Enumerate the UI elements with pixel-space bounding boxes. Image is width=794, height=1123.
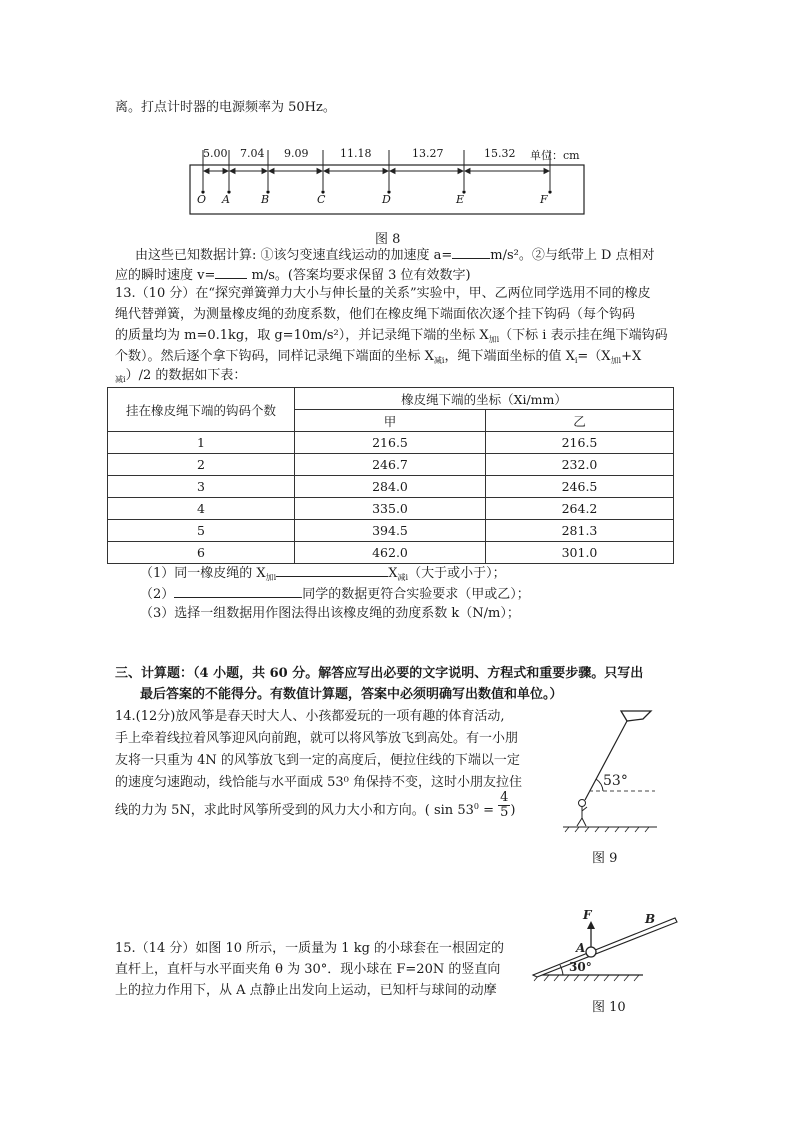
arrow-head — [465, 169, 470, 174]
kite-figure — [555, 705, 665, 833]
interval-label-de: 13.27 — [412, 147, 444, 160]
q12-text-c: 应的瞬时速度 v= — [115, 268, 216, 283]
cell-n: 6 — [108, 542, 295, 564]
intro-line: 离。打点计时器的电源频率为 50Hz。 — [115, 100, 336, 115]
arrow-head — [230, 169, 235, 174]
ground-hatch — [645, 827, 649, 832]
arrow-head — [269, 169, 274, 174]
ground-hatch — [595, 827, 599, 832]
interval-label-bc: 9.09 — [284, 147, 309, 160]
table-row — [108, 520, 674, 542]
q15-line-2: 直杆上，直杆与水平面夹角 θ 为 30°．现小球在 F=20N 的竖直向 — [115, 962, 501, 977]
table-header-yi: 乙 — [486, 410, 674, 432]
cell-jia: 394.5 — [295, 520, 486, 542]
arrow-head — [223, 169, 228, 174]
q13-sub: 加i — [610, 356, 622, 365]
q12-line-1 — [135, 244, 705, 266]
cell-jia: 216.5 — [295, 432, 486, 454]
student-blank[interactable] — [174, 583, 302, 598]
ground-hatch — [565, 827, 569, 832]
table-header-count: 挂在橡皮绳下端的钩码个数 — [108, 388, 295, 432]
section-3-heading-cont: 最后答案的不能得分。有数值计算题，答案中必须明确写出数值和单位。） — [140, 687, 563, 702]
table-header-jia: 甲 — [295, 410, 486, 432]
child-body — [577, 806, 587, 826]
q12-text-d: m/s。(答案均要求保留 3 位有效数字) — [247, 268, 471, 283]
label-b: B — [645, 912, 656, 926]
q13-sub: 减i — [433, 356, 445, 365]
cell-jia: 462.0 — [295, 542, 486, 564]
q14-line-4: 的速度匀速跑动，线恰能与水平面成 53⁰ 角保持不变，这时小朋友拉住 — [115, 775, 523, 790]
arrow-head — [383, 169, 388, 174]
interval-label-oa: 5.00 — [203, 147, 228, 160]
ground-hatch — [625, 827, 629, 832]
point-label-b: B — [261, 193, 270, 206]
ground-hatch — [585, 827, 589, 832]
rod — [533, 918, 677, 977]
arrow-head — [390, 169, 395, 174]
table-row — [108, 498, 674, 520]
table-row — [108, 476, 674, 498]
compare-blank[interactable] — [276, 562, 388, 577]
q14-text: = — [478, 803, 499, 818]
q13-sub: i — [574, 356, 578, 365]
cell-n: 3 — [108, 476, 295, 498]
cell-jia: 246.7 — [295, 454, 486, 476]
interval-label-ef: 15.32 — [484, 147, 516, 160]
ground-hatch — [624, 975, 629, 981]
label-a: A — [576, 941, 586, 955]
label-f: F — [583, 908, 592, 922]
q13-text: ）/2 的数据如下表： — [125, 368, 247, 383]
q13-sub: 加i — [265, 573, 277, 582]
ground-hatch — [605, 827, 609, 832]
figure-8-caption: 图 8 — [375, 232, 401, 247]
q13-sub-2 — [140, 583, 710, 605]
q13-sub: 减i — [115, 375, 126, 384]
ground-hatch — [584, 975, 589, 981]
q13-text: ，绳下端面坐标的值 X — [444, 349, 575, 364]
point-label-e: E — [456, 193, 465, 206]
ground-hatch — [634, 975, 639, 981]
angle-30-label: 30° — [569, 960, 592, 974]
cell-n: 1 — [108, 432, 295, 454]
acceleration-blank[interactable] — [452, 244, 490, 259]
cell-n: 4 — [108, 498, 295, 520]
interval-label-cd: 11.18 — [340, 147, 372, 160]
ground-hatch — [614, 975, 619, 981]
data-table — [107, 387, 674, 564]
force-arrowhead — [587, 921, 595, 929]
q14-text: 线的力为 5N，求此时风筝所受到的风力大小和方向。( sin 53 — [115, 803, 474, 818]
cell-yi: 264.2 — [486, 498, 674, 520]
q13-line-2: 绳代替弹簧，为测量橡皮绳的劲度系数，他们在橡皮绳下端面依次逐个挂下钩码（每个钩码 — [115, 307, 636, 322]
cell-yi: 281.3 — [486, 520, 674, 542]
arrow-head — [458, 169, 463, 174]
table-row — [108, 432, 674, 454]
q13-text: 的质量均为 m=0.1kg，取 g=10m/s²），并记录绳下端的坐标 X — [115, 328, 489, 343]
child-head — [579, 800, 586, 807]
angle-arc — [596, 779, 603, 791]
point-label-a: A — [222, 193, 230, 206]
ball — [586, 947, 596, 957]
fraction-denominator: 5 — [500, 805, 509, 820]
table-header-group: 橡皮绳下端的坐标（Xi/mm） — [295, 388, 674, 410]
q13-sub2-text: （2） — [140, 587, 175, 602]
fraction-numerator: 4 — [500, 790, 509, 805]
q14-line-1: 14.(12分)放风筝是春天时大人、小孩都爱玩的一项有趣的体育活动, — [115, 709, 505, 724]
ground-hatch — [564, 975, 569, 981]
tape-dot — [548, 190, 551, 193]
arrow-head — [317, 169, 322, 174]
q13-sub-3: （3）选择一组数据用作图法得出该橡皮绳的劲度系数 k（N/m）； — [140, 606, 520, 621]
point-label-d: D — [382, 193, 391, 206]
cell-jia: 284.0 — [295, 476, 486, 498]
ground-hatch — [604, 975, 609, 981]
figure-10-caption: 图 10 — [592, 1000, 626, 1015]
q15-line-3: 上的拉力作用下，从 A 点静止出发向上运动，已知杆与球间的动摩 — [115, 983, 497, 998]
kite-shape — [621, 711, 651, 721]
fraction — [498, 791, 510, 820]
cell-yi: 216.5 — [486, 432, 674, 454]
q14-line-3: 友将一只重为 4N 的风筝放飞到一定的高度后，便拉住线的下端以一定 — [115, 753, 520, 768]
point-label-o: O — [197, 193, 207, 206]
arrow-head — [262, 169, 267, 174]
point-label-c: C — [317, 193, 326, 206]
ground-hatch — [594, 975, 599, 981]
ground-hatch — [554, 975, 559, 981]
table-row — [108, 454, 674, 476]
ground-hatch — [575, 827, 579, 832]
q14-text: ) — [510, 803, 516, 818]
cell-yi: 246.5 — [486, 476, 674, 498]
cell-jia: 335.0 — [295, 498, 486, 520]
rod-figure — [525, 905, 685, 990]
cell-yi: 232.0 — [486, 454, 674, 476]
arrow-head — [324, 169, 329, 174]
ground-hatch — [615, 827, 619, 832]
section-3-heading: 三、计算题：（4 小题，共 60 分。解答应写出必要的文字说明、方程式和重要步骤。只写出 — [115, 666, 644, 681]
q13-sub: 减i — [397, 573, 409, 582]
q13-text: （下标 i 表示挂在绳下端钩码 — [499, 328, 668, 343]
q15-line-1: 15.（14 分）如图 10 所示，一质量为 1 kg 的小球套在一根固定的 — [115, 941, 505, 956]
q14-sup: 0 — [473, 802, 479, 811]
q13-sub: 加i — [488, 335, 500, 344]
q13-text: =（X — [577, 349, 611, 364]
tape-unit-label: 单位：cm — [530, 149, 580, 162]
q12-text-a: 由这些已知数据计算: ①该匀变速直线运动的加速度 a= — [135, 248, 453, 263]
velocity-blank[interactable] — [215, 264, 247, 279]
ground-hatch — [635, 827, 639, 832]
figure-9-caption: 图 9 — [592, 851, 618, 866]
angle-53-label: 53° — [603, 773, 628, 789]
cell-n: 2 — [108, 454, 295, 476]
q13-text: +X — [621, 349, 642, 364]
ground-hatch — [544, 975, 549, 981]
cell-n: 5 — [108, 520, 295, 542]
q13-sub2-text: 同学的数据更符合实验要求（甲或乙）； — [302, 587, 530, 602]
ground-hatch — [574, 975, 579, 981]
cell-yi: 301.0 — [486, 542, 674, 564]
q13-line-1: 13.（10 分）在“探究弹簧弹力大小与伸长量的关系”实验中，甲、乙两位同学选用不同的橡皮 — [115, 286, 651, 301]
point-label-f: F — [540, 193, 548, 206]
q14-line-2: 手上牵着线拉着风筝迎风向前跑，就可以将风筝放飞到高处。有一小朋 — [115, 731, 519, 746]
q12-line-2 — [115, 264, 685, 286]
arrow-head — [204, 169, 209, 174]
q13-sub1-text: （1）同一橡皮绳的 X — [140, 566, 266, 581]
q13-sub1-text: X — [388, 566, 398, 581]
q12-text-b: m/s²。②与纸带上 D 点相对 — [490, 248, 655, 263]
q13-sub1-text: （大于或小于）； — [408, 566, 506, 581]
tape-rect — [190, 165, 584, 214]
q13-text: 个数）。然后逐个拿下钩码，同样记录绳下端面的坐标 X — [115, 349, 434, 364]
table-row — [108, 542, 674, 564]
arrow-head — [544, 169, 549, 174]
interval-label-ab: 7.04 — [240, 147, 265, 160]
